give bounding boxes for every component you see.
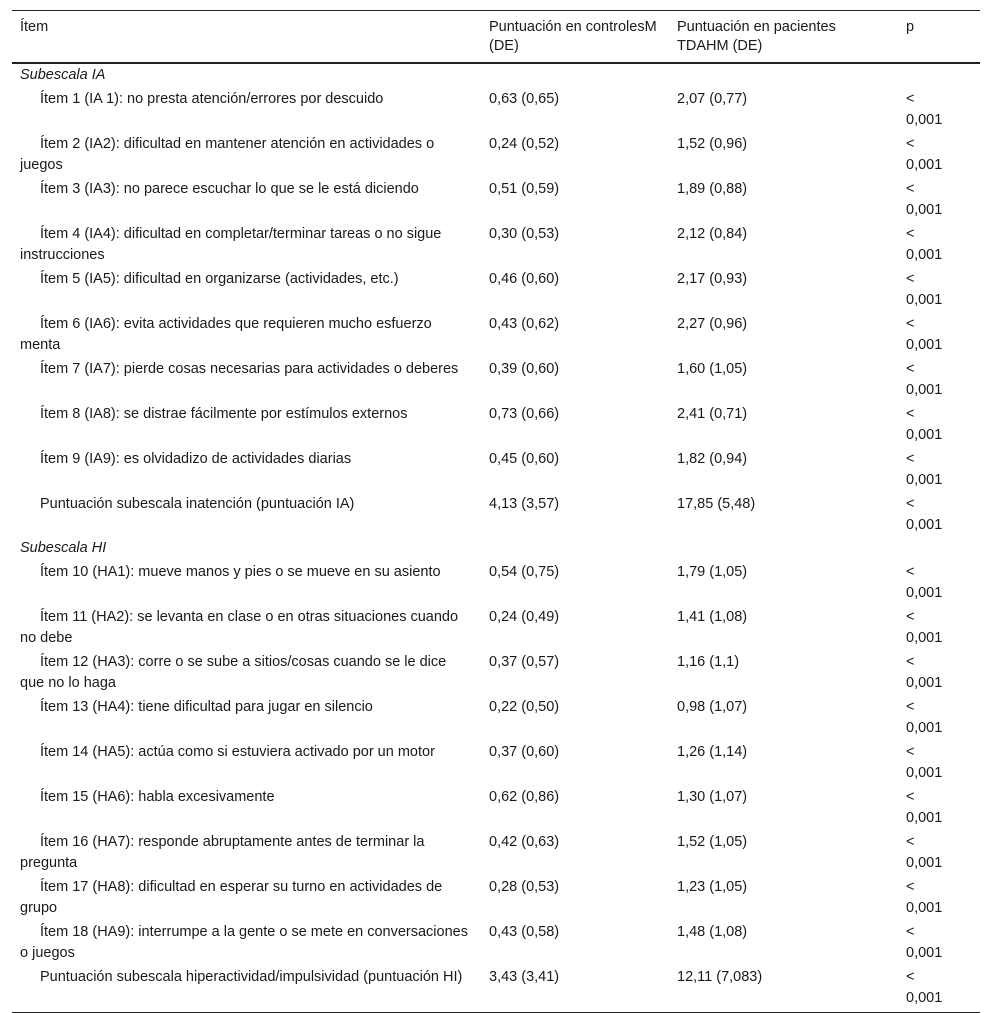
item-cell: Puntuación subescala hiperactividad/impulsividad (puntuación HI) — [12, 965, 481, 1013]
patients-cell: 1,52 (0,96) — [677, 136, 748, 152]
p-less-than: < — [906, 879, 915, 895]
p-cell — [898, 560, 980, 605]
item-cell: Ítem 10 (HA1): mueve manos y pies o se mueve en su asiento — [40, 564, 441, 580]
p-cell — [898, 177, 980, 222]
table-row — [12, 830, 980, 875]
table-row — [12, 312, 980, 357]
p-cell — [898, 357, 980, 402]
p-value: 0,001 — [906, 990, 943, 1006]
p-value: 0,001 — [906, 810, 943, 826]
item-cell: Ítem 8 (IA8): se distrae fácilmente por estímulos externos — [40, 406, 408, 422]
item-cell: Ítem 4 (IA4): dificultad en completar/terminar tareas o no sigue instrucciones — [20, 226, 442, 263]
section-row — [12, 537, 980, 560]
item-cell: Ítem 7 (IA7): pierde cosas necesarias para actividades o deberes — [40, 361, 459, 377]
p-less-than: < — [906, 789, 915, 805]
controls-cell: 0,37 (0,57) — [489, 654, 560, 670]
p-value: 0,001 — [906, 765, 943, 781]
item-cell: Ítem 3 (IA3): no parece escuchar lo que se le está diciendo — [40, 181, 419, 197]
table-row — [12, 785, 980, 830]
table-container — [12, 10, 980, 1013]
p-cell — [898, 87, 980, 132]
p-value: 0,001 — [906, 337, 943, 353]
table-row — [12, 650, 980, 695]
adhd-scores-table — [12, 10, 980, 1013]
p-cell — [898, 650, 980, 695]
table-row — [12, 492, 980, 537]
section-row — [12, 63, 980, 87]
patients-cell: 2,17 (0,93) — [677, 271, 748, 287]
p-value: 0,001 — [906, 517, 943, 533]
p-cell — [898, 492, 980, 537]
p-cell — [898, 132, 980, 177]
p-less-than: < — [906, 226, 915, 242]
patients-cell: 1,52 (1,05) — [677, 834, 748, 850]
p-cell — [898, 402, 980, 447]
controls-cell: 0,63 (0,65) — [489, 91, 560, 107]
item-cell: Ítem 11 (HA2): se levanta en clase o en otras situaciones cuando no debe — [20, 609, 459, 646]
patients-cell: 1,79 (1,05) — [677, 564, 748, 580]
p-less-than: < — [906, 969, 915, 985]
item-cell: Ítem 16 (HA7): responde abruptamente antes de terminar la pregunta — [20, 834, 425, 871]
controls-cell: 4,13 (3,57) — [489, 496, 560, 512]
item-cell: Ítem 6 (IA6): evita actividades que requieren mucho esfuerzo menta — [20, 316, 432, 353]
controls-cell: 0,24 (0,52) — [489, 136, 560, 152]
section-title: Subescala HI — [20, 540, 107, 556]
p-value: 0,001 — [906, 382, 943, 398]
controls-cell: 0,43 (0,62) — [489, 316, 560, 332]
controls-cell: 0,62 (0,86) — [489, 789, 560, 805]
controls-cell: 0,43 (0,58) — [489, 924, 560, 940]
table-row — [12, 402, 980, 447]
p-value: 0,001 — [906, 427, 943, 443]
p-less-than: < — [906, 316, 915, 332]
controls-cell: 0,30 (0,53) — [489, 226, 560, 242]
patients-cell: 2,27 (0,96) — [677, 316, 748, 332]
p-cell — [898, 267, 980, 312]
patients-cell: 1,48 (1,08) — [677, 924, 748, 940]
p-less-than: < — [906, 271, 915, 287]
p-cell — [898, 965, 980, 1013]
controls-cell: 0,22 (0,50) — [489, 699, 560, 715]
p-cell — [898, 830, 980, 875]
header-controls: Puntuación en controlesM (DE) — [481, 11, 669, 64]
p-value: 0,001 — [906, 900, 943, 916]
p-less-than: < — [906, 699, 915, 715]
p-cell — [898, 605, 980, 650]
p-cell — [898, 785, 980, 830]
patients-cell: 12,11 (7,083) — [669, 965, 898, 1013]
table-row — [12, 695, 980, 740]
section-title: Subescala IA — [20, 67, 106, 83]
header-row — [12, 11, 980, 64]
table-row — [12, 357, 980, 402]
p-value: 0,001 — [906, 247, 943, 263]
p-less-than: < — [906, 654, 915, 670]
p-cell — [898, 312, 980, 357]
patients-cell: 0,98 (1,07) — [677, 699, 748, 715]
item-cell: Ítem 17 (HA8): dificultad en esperar su turno en actividades de grupo — [20, 879, 443, 916]
p-less-than: < — [906, 361, 915, 377]
controls-cell: 0,28 (0,53) — [489, 879, 560, 895]
item-cell: Ítem 18 (HA9): interrumpe a la gente o se mete en conversaciones o juegos — [20, 924, 468, 961]
patients-cell: 2,41 (0,71) — [677, 406, 748, 422]
controls-cell: 0,45 (0,60) — [489, 451, 560, 467]
p-less-than: < — [906, 609, 915, 625]
patients-cell: 1,23 (1,05) — [677, 879, 748, 895]
p-value: 0,001 — [906, 292, 943, 308]
p-less-than: < — [906, 181, 915, 197]
item-cell: Ítem 13 (HA4): tiene dificultad para jugar en silencio — [40, 699, 373, 715]
controls-cell: 0,24 (0,49) — [489, 609, 560, 625]
p-less-than: < — [906, 91, 915, 107]
p-less-than: < — [906, 451, 915, 467]
controls-cell: 0,46 (0,60) — [489, 271, 560, 287]
table-row — [12, 605, 980, 650]
patients-cell: 2,12 (0,84) — [677, 226, 748, 242]
controls-cell: 0,73 (0,66) — [489, 406, 560, 422]
p-value: 0,001 — [906, 585, 943, 601]
p-value: 0,001 — [906, 675, 943, 691]
p-cell — [898, 875, 980, 920]
p-value: 0,001 — [906, 945, 943, 961]
p-cell — [898, 447, 980, 492]
table-row — [12, 920, 980, 965]
table-row — [12, 87, 980, 132]
table-row — [12, 875, 980, 920]
patients-cell: 2,07 (0,77) — [677, 91, 748, 107]
item-cell: Ítem 14 (HA5): actúa como si estuviera activado por un motor — [40, 744, 435, 760]
p-less-than: < — [906, 496, 915, 512]
p-value: 0,001 — [906, 157, 943, 173]
item-cell: Ítem 9 (IA9): es olvidadizo de actividades diarias — [40, 451, 352, 467]
header-item: Ítem — [12, 11, 481, 64]
p-cell — [898, 222, 980, 267]
table-row — [12, 447, 980, 492]
p-less-than: < — [906, 406, 915, 422]
p-less-than: < — [906, 744, 915, 760]
p-value: 0,001 — [906, 112, 943, 128]
controls-cell: 0,42 (0,63) — [489, 834, 560, 850]
p-value: 0,001 — [906, 720, 943, 736]
controls-cell: 3,43 (3,41) — [481, 965, 669, 1013]
table-body — [12, 63, 980, 1013]
p-less-than: < — [906, 924, 915, 940]
patients-cell: 1,26 (1,14) — [677, 744, 748, 760]
patients-cell: 1,16 (1,1) — [677, 654, 740, 670]
controls-cell: 0,37 (0,60) — [489, 744, 560, 760]
table-row — [12, 560, 980, 605]
header-patients: Puntuación en pacientes TDAHM (DE) — [669, 11, 898, 64]
p-less-than: < — [906, 564, 915, 580]
patients-cell: 1,30 (1,07) — [677, 789, 748, 805]
p-cell — [898, 920, 980, 965]
p-value: 0,001 — [906, 472, 943, 488]
controls-cell: 0,54 (0,75) — [489, 564, 560, 580]
table-row — [12, 177, 980, 222]
header-p: p — [898, 11, 980, 64]
controls-cell: 0,51 (0,59) — [489, 181, 560, 197]
table-row — [12, 965, 980, 1013]
controls-cell: 0,39 (0,60) — [489, 361, 560, 377]
item-cell: Puntuación subescala inatención (puntuación IA) — [40, 496, 355, 512]
p-value: 0,001 — [906, 202, 943, 218]
item-cell: Ítem 5 (IA5): dificultad en organizarse (actividades, etc.) — [40, 271, 399, 287]
table-header — [12, 11, 980, 64]
p-cell — [898, 740, 980, 785]
table-row — [12, 267, 980, 312]
item-cell: Ítem 2 (IA2): dificultad en mantener atención en actividades o juegos — [20, 136, 435, 173]
patients-cell: 1,89 (0,88) — [677, 181, 748, 197]
item-cell: Ítem 12 (HA3): corre o se sube a sitios/cosas cuando se le dice que no lo haga — [20, 654, 447, 691]
p-value: 0,001 — [906, 855, 943, 871]
item-cell: Ítem 1 (IA 1): no presta atención/errores por descuido — [40, 91, 384, 107]
patients-cell: 1,60 (1,05) — [677, 361, 748, 377]
p-cell — [898, 695, 980, 740]
table-row — [12, 132, 980, 177]
patients-cell: 17,85 (5,48) — [677, 496, 756, 512]
patients-cell: 1,82 (0,94) — [677, 451, 748, 467]
item-cell: Ítem 15 (HA6): habla excesivamente — [40, 789, 275, 805]
patients-cell: 1,41 (1,08) — [677, 609, 748, 625]
p-value: 0,001 — [906, 630, 943, 646]
p-less-than: < — [906, 834, 915, 850]
table-row — [12, 222, 980, 267]
table-row — [12, 740, 980, 785]
p-less-than: < — [906, 136, 915, 152]
